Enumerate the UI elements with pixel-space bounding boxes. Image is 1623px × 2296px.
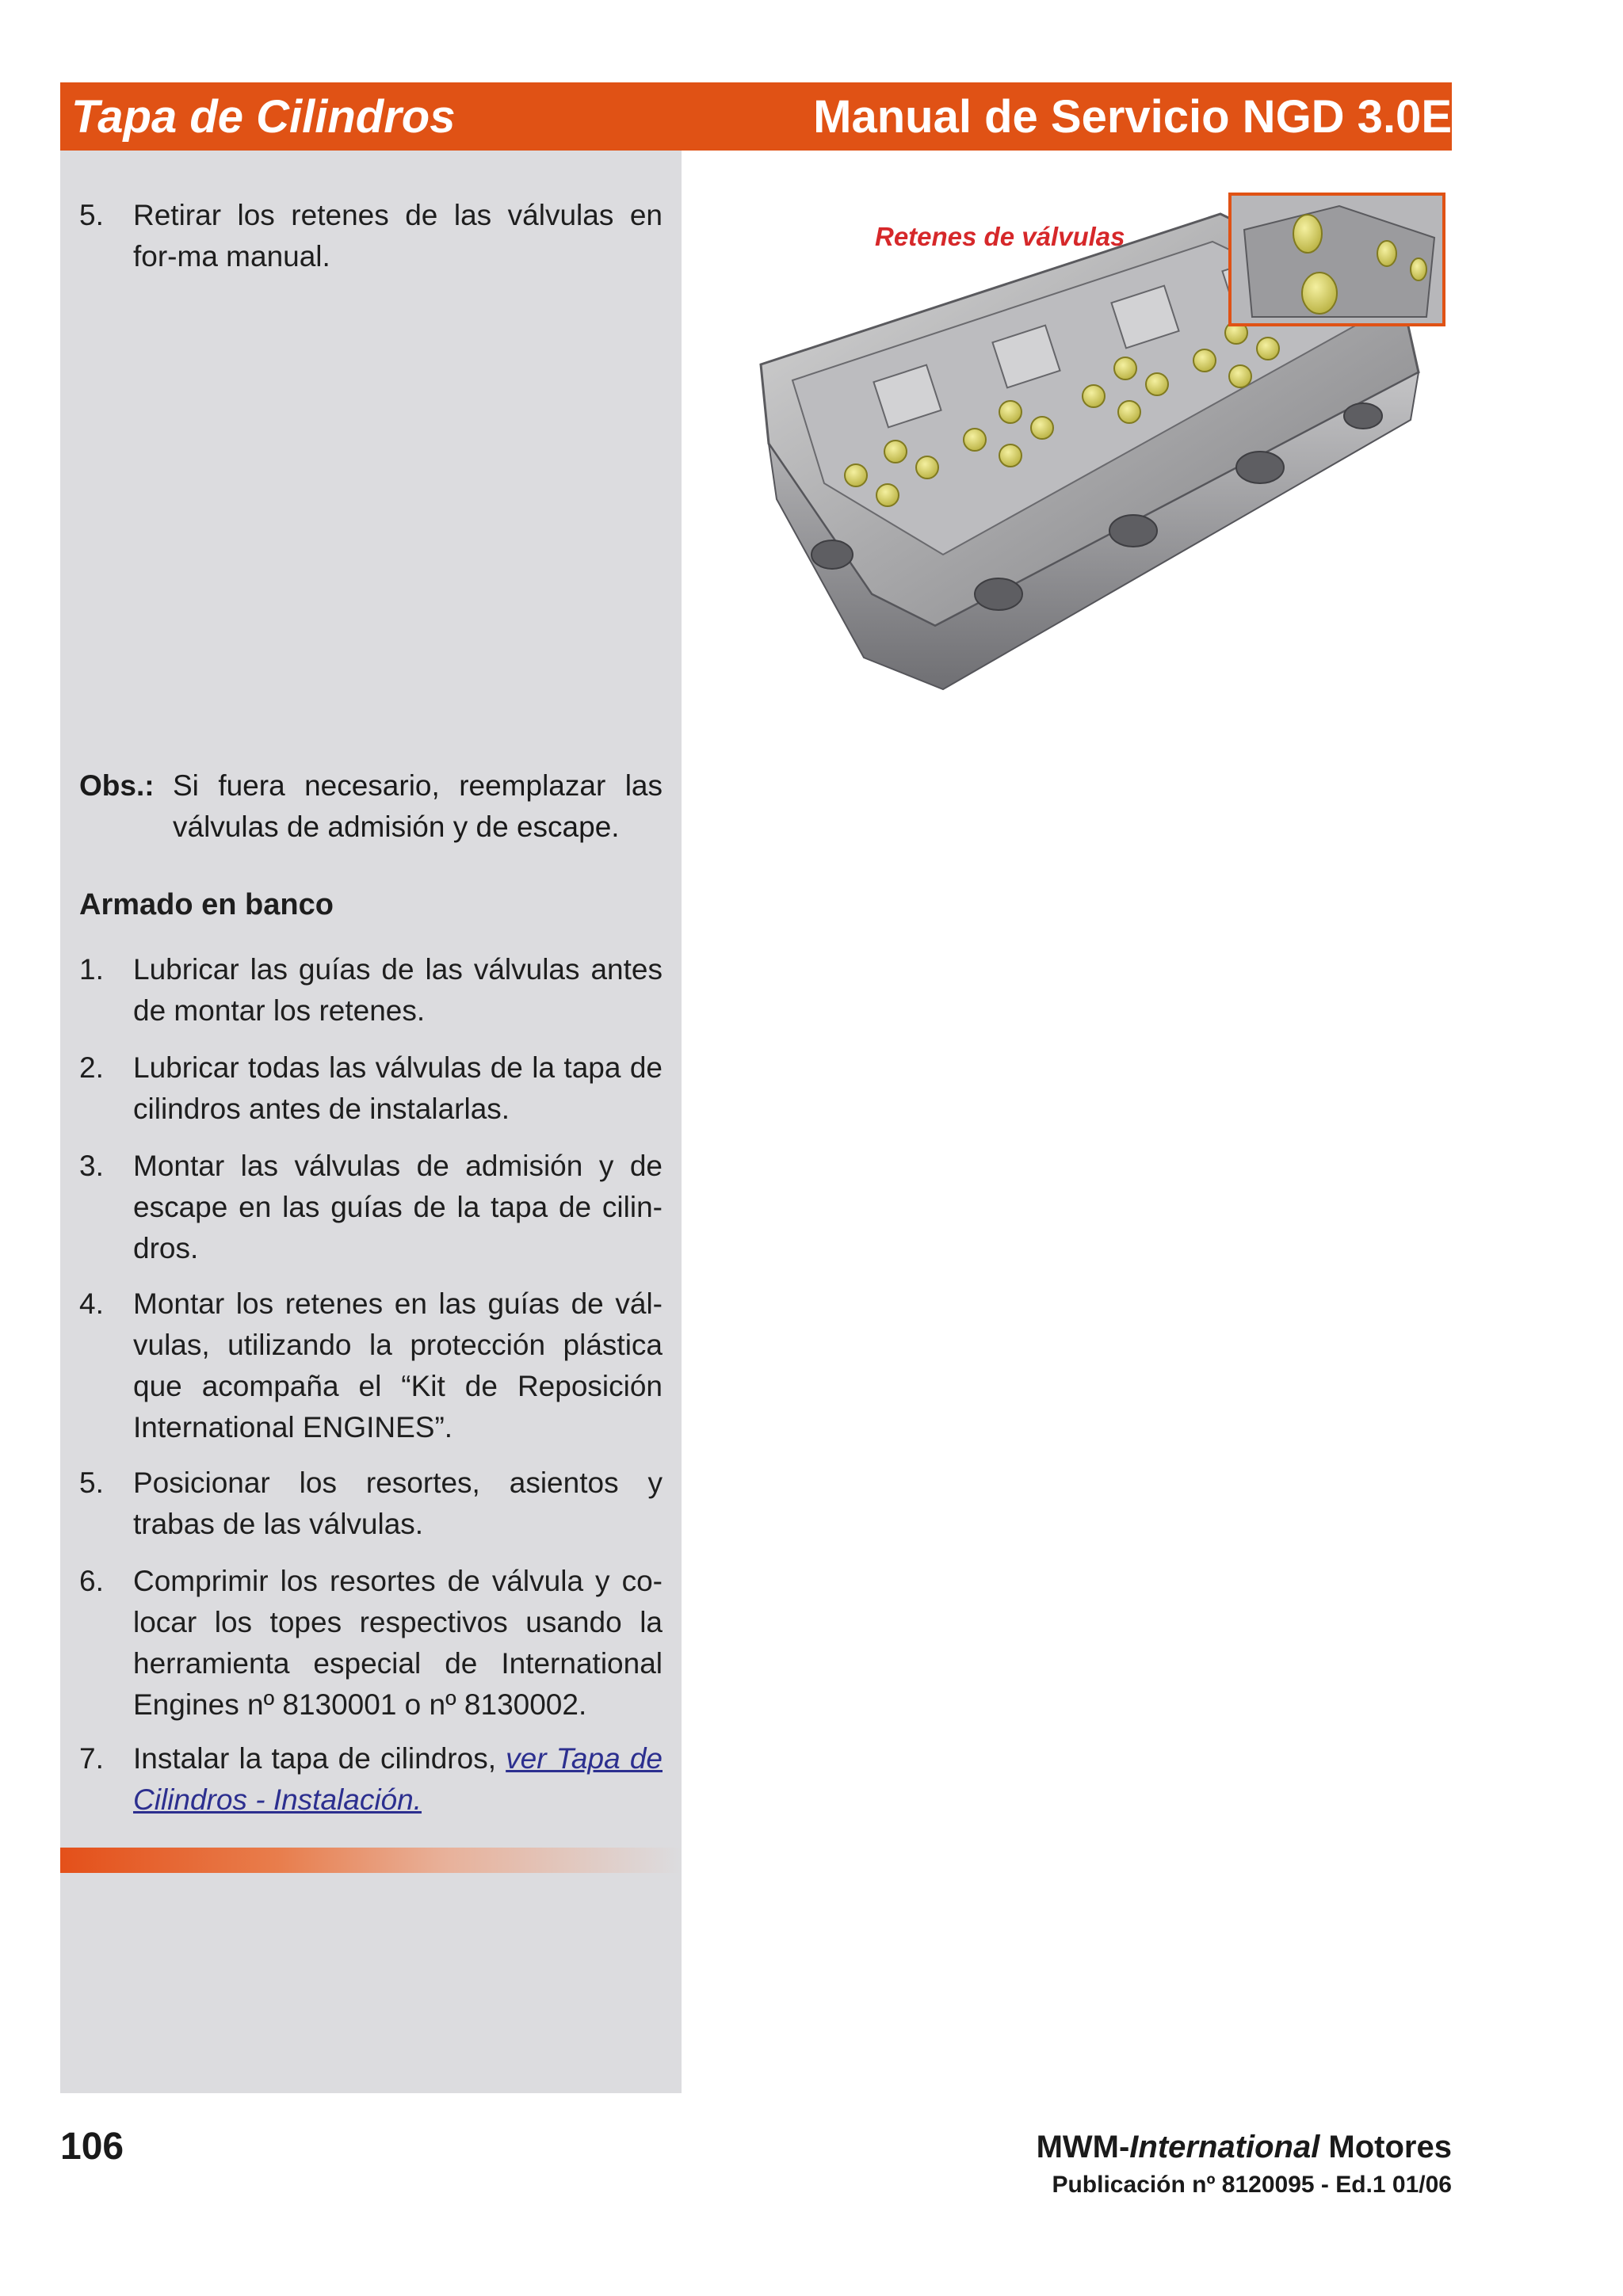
step-number: 3. <box>79 1150 104 1182</box>
step-number: 5. <box>79 1466 104 1499</box>
step-text-lead: Instalar la tapa de cilindros, <box>133 1742 506 1775</box>
step-text: Lubricar las guías de las válvulas antes de montar los retenes. <box>133 953 663 1027</box>
cylinder-head-illustration <box>737 182 1466 721</box>
step-item <box>79 1047 663 1130</box>
step-item <box>79 949 663 1032</box>
step-item <box>79 195 663 277</box>
step-number: 4. <box>79 1287 104 1320</box>
observation-label: Obs.: <box>79 769 155 802</box>
cross-reference-link[interactable]: ver Tapa de Cilindros - Instalación. <box>133 1742 663 1816</box>
step-item <box>79 1738 663 1821</box>
step-text: Montar las válvulas de admisión y de escape en las guías de la tapa de cilin-dros. <box>133 1150 663 1264</box>
step-number: 1. <box>79 953 104 986</box>
section-divider-bar <box>60 1848 682 1873</box>
step-number: 6. <box>79 1565 104 1597</box>
step-text: Montar los retenes en las guías de vál-vulas, utilizando la protección plástica que acompaña el “Kit de Reposición International ENGINES”. <box>133 1287 663 1444</box>
step-text: Retirar los retenes de las válvulas en for-ma manual. <box>133 199 663 273</box>
brand-prefix: MWM- <box>1036 2130 1130 2164</box>
figure-caption: Retenes de válvulas <box>875 222 1125 251</box>
step-item <box>79 1283 663 1448</box>
footer-brand <box>1037 2126 1452 2168</box>
step-number: 2. <box>79 1051 104 1084</box>
observation-note <box>79 765 663 848</box>
step-text <box>133 1738 663 1821</box>
step-text: Lubricar todas las válvulas de la tapa de cilindros antes de instalarlas. <box>133 1051 663 1125</box>
section-title: Tapa de Cilindros <box>71 91 456 143</box>
brand-suffix: Motores <box>1319 2130 1452 2164</box>
observation-text: Si fuera necesario, reemplazar las válvulas de admisión y de escape. <box>173 769 663 843</box>
page-number: 106 <box>60 2126 124 2168</box>
publication-info: Publicación nº 8120095 - Ed.1 01/06 <box>1052 2172 1452 2198</box>
brand-italic: International <box>1129 2130 1320 2164</box>
step-text: Posicionar los resortes, asientos y trabas de las válvulas. <box>133 1466 663 1540</box>
step-item <box>79 1146 663 1269</box>
step-item <box>79 1463 663 1545</box>
manual-title: Manual de Servicio NGD 3.0E <box>813 91 1452 143</box>
step-number: 7. <box>79 1742 104 1775</box>
step-item <box>79 1561 663 1726</box>
step-number: 5. <box>79 199 104 231</box>
section-heading: Armado en banco <box>79 888 334 921</box>
step-text: Comprimir los resortes de válvula y co-locar los topes respectivos usando la herramienta especial de International Engines nº 8130001 o nº 8130002. <box>133 1565 663 1721</box>
